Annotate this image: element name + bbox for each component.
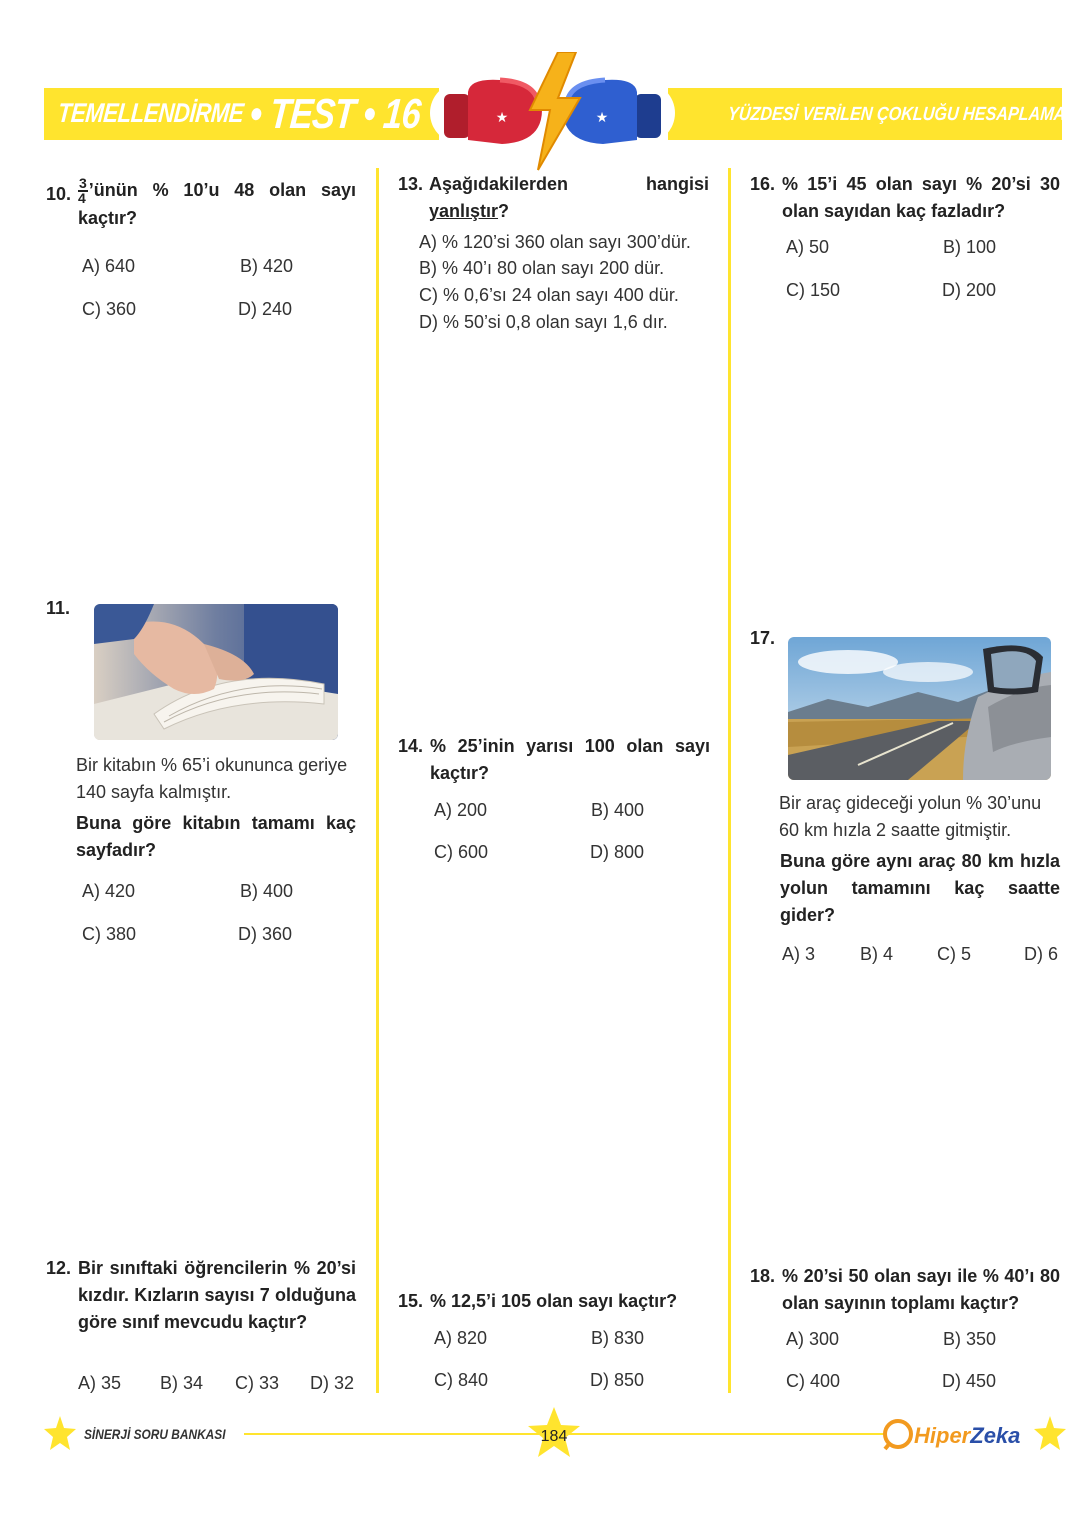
svg-text:★: ★ — [495, 110, 509, 126]
brand-name: HiperZeka — [914, 1423, 1021, 1448]
header-left-title: TEMELLENDİRME — [56, 98, 245, 128]
question-18-text: % 20’si 50 olan sayı ile % 40’ı 80 olan sayının toplamı kaçtır? — [782, 1266, 1060, 1313]
option-d[interactable]: D) 32 — [310, 1373, 355, 1393]
question-13-text: Aşağıdakilerden hangisi yanlıştır? — [429, 174, 709, 221]
question-10-text: $\frac{3}{4}$ ’ünün % 10’u 48 olan sayı kaçtır? — [78, 175, 356, 229]
option-d[interactable]: D) % 50’si 0,8 olan sayı 1,6 dır. — [419, 312, 668, 332]
option-b[interactable]: B) 400 — [240, 881, 294, 901]
question-15-text: % 12,5’i 105 olan sayı kaçtır? — [430, 1291, 678, 1311]
option-a[interactable]: A) 820 — [434, 1328, 488, 1348]
option-b[interactable]: B) 34 — [160, 1373, 204, 1393]
option-b[interactable]: B) 400 — [591, 800, 645, 820]
series-name: SİNERJİ SORU BANKASI — [84, 1426, 226, 1442]
option-c[interactable]: C) 5 — [937, 944, 972, 964]
option-c[interactable]: C) 33 — [235, 1373, 280, 1393]
book-reading-photo — [94, 604, 338, 740]
option-d[interactable]: D) 360 — [238, 924, 293, 944]
question-17-text: Buna göre aynı araç 80 km hızla yolun tamamını kaç saatte gider? — [780, 851, 1060, 925]
option-a[interactable]: A) 35 — [78, 1373, 122, 1393]
question-number: 12. — [46, 1258, 72, 1278]
car-road-photo — [788, 637, 1051, 780]
option-c[interactable]: C) % 0,6’sı 24 olan sayı 400 dür. — [419, 285, 679, 305]
option-d[interactable]: D) 800 — [590, 842, 645, 862]
option-a[interactable]: A) 200 — [434, 800, 488, 820]
question-11-stem: Bir kitabın % 65’i okununca geriye 140 sayfa kalmıştır. — [76, 755, 348, 802]
column-divider-1 — [376, 168, 379, 1393]
option-a[interactable]: A) 640 — [82, 256, 136, 276]
option-c[interactable]: C) 360 — [82, 299, 137, 319]
question-number: 11. — [46, 598, 71, 618]
option-a[interactable]: A) 50 — [786, 237, 830, 257]
option-a[interactable]: A) % 120’si 360 olan sayı 300’dür. — [419, 232, 691, 252]
question-12-text: Bir sınıftaki öğrencilerin % 20’si kızdır. Kızların sayısı 7 olduğuna göre sınıf mevcudu kaçtır? — [78, 1258, 356, 1332]
option-d[interactable]: D) 240 — [238, 299, 293, 319]
fraction: $\frac{3}{4}$ — [78, 175, 87, 207]
option-d[interactable]: D) 6 — [1024, 944, 1059, 964]
brand-logo-icon — [882, 1417, 914, 1451]
question-number: 15. — [398, 1291, 424, 1311]
option-c[interactable]: C) 150 — [786, 280, 841, 300]
question-number: 10. — [46, 184, 72, 204]
option-b[interactable]: B) 830 — [591, 1328, 645, 1348]
option-d[interactable]: D) 200 — [942, 280, 997, 300]
option-b[interactable]: B) 100 — [943, 237, 997, 257]
option-b[interactable]: B) 4 — [860, 944, 894, 964]
boxing-gloves-logo-icon — [430, 52, 675, 172]
question-number: 14. — [398, 736, 424, 756]
option-d[interactable]: D) 850 — [590, 1370, 645, 1390]
option-c[interactable]: C) 600 — [434, 842, 489, 862]
option-c[interactable]: C) 380 — [82, 924, 137, 944]
svg-text:★: ★ — [595, 110, 609, 126]
star-icon — [42, 1414, 78, 1454]
option-a[interactable]: A) 3 — [782, 944, 816, 964]
option-a[interactable]: A) 420 — [82, 881, 136, 901]
question-number: 18. — [750, 1266, 776, 1286]
option-c[interactable]: C) 840 — [434, 1370, 489, 1390]
option-b[interactable]: B) % 40’ı 80 olan sayı 200 dür. — [419, 258, 665, 278]
page-number: 184 — [540, 1428, 568, 1445]
question-11-text: Buna göre kitabın tamamı kaç sayfadır? — [76, 813, 356, 860]
column-divider-2 — [728, 168, 731, 1393]
header-right-title: YÜZDESİ VERİLEN ÇOKLUĞU HESAPLAMA — [727, 104, 1067, 125]
question-number: 13. — [398, 174, 424, 194]
question-number: 17. — [750, 628, 776, 648]
option-a[interactable]: A) 300 — [786, 1329, 840, 1349]
option-d[interactable]: D) 450 — [942, 1371, 997, 1391]
header-test-label: • TEST • 16 — [248, 90, 423, 137]
question-16-text: % 15’i 45 olan sayı % 20’si 30 olan sayıdan kaç fazladır? — [782, 174, 1060, 221]
question-14-text: % 25’inin yarısı 100 olan sayı kaçtır? — [430, 736, 710, 783]
star-icon — [1032, 1414, 1068, 1454]
question-17-stem: Bir araç gideceği yolun % 30’unu 60 km hızla 2 saatte gitmiştir. — [779, 793, 1042, 840]
question-number: 16. — [750, 174, 776, 194]
option-b[interactable]: B) 420 — [240, 256, 294, 276]
option-b[interactable]: B) 350 — [943, 1329, 997, 1349]
option-c[interactable]: C) 400 — [786, 1371, 841, 1391]
